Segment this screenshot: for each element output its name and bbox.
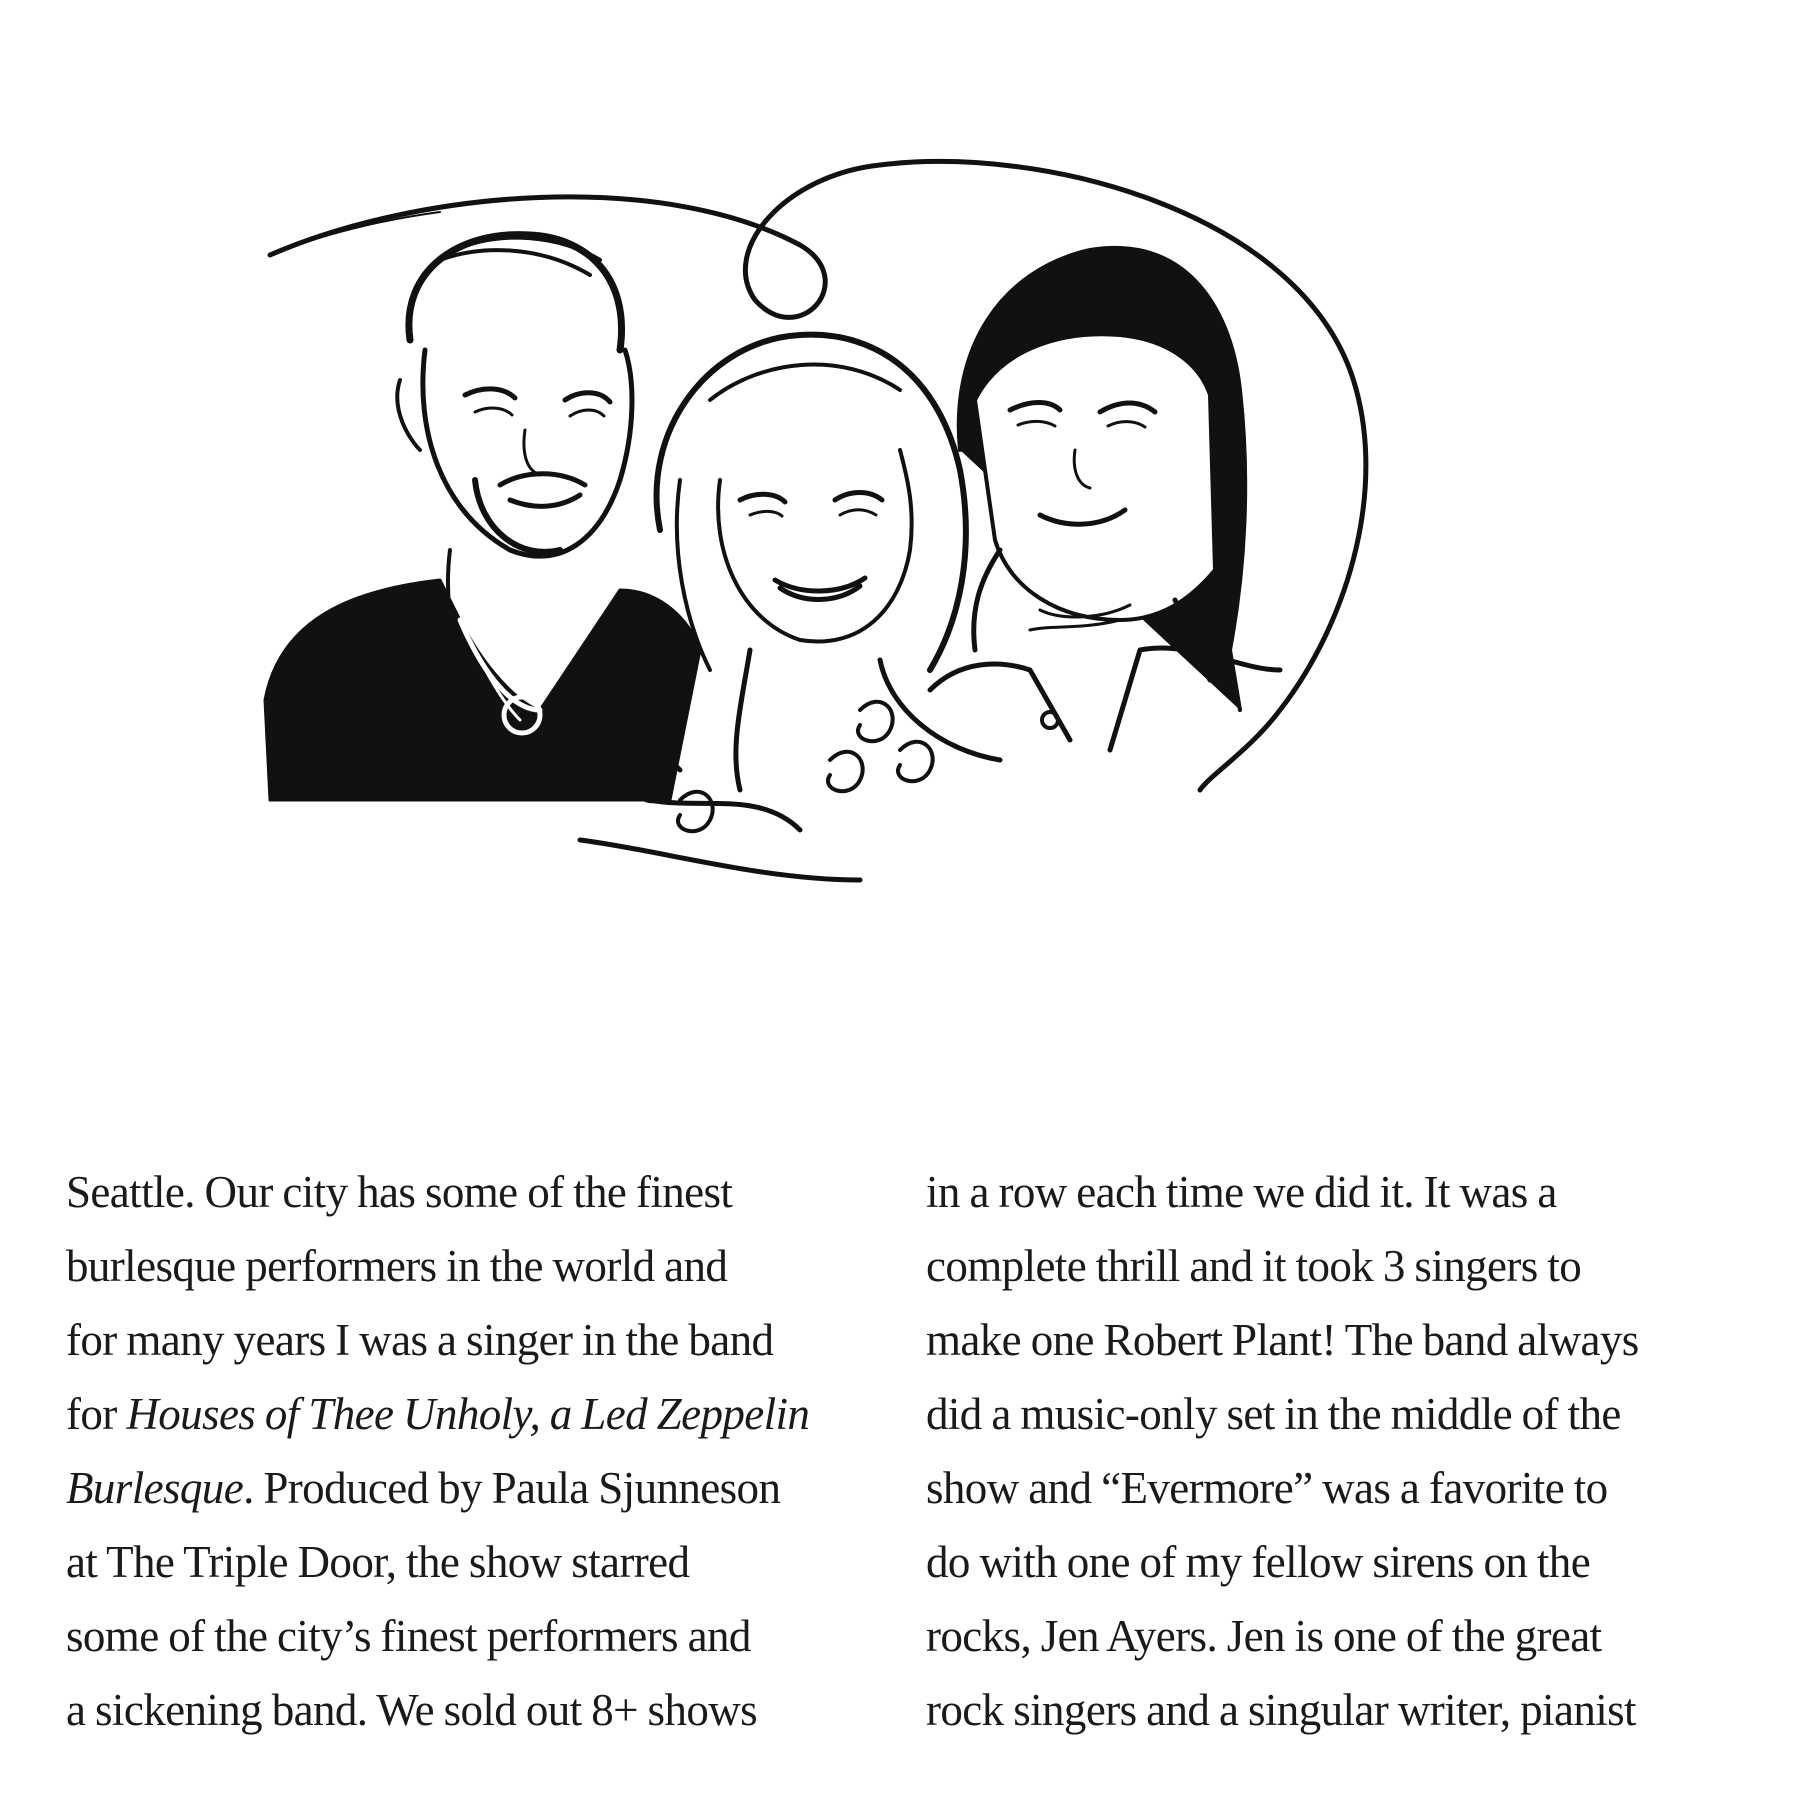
text-line <box>66 1229 896 1303</box>
text-column-left <box>66 1155 896 1747</box>
italic-title-text: Burlesque <box>66 1463 244 1513</box>
text-segment: do with one of my fellow sirens on the <box>926 1537 1591 1587</box>
text-segment: some of the city’s finest performers and <box>66 1611 751 1661</box>
text-segment: at The Triple Door, the show starred <box>66 1537 690 1587</box>
text-segment: burlesque performers in the world and <box>66 1241 728 1291</box>
text-line <box>926 1599 1756 1673</box>
text-segment: complete thrill and it took 3 singers to <box>926 1241 1582 1291</box>
text-line <box>926 1451 1756 1525</box>
text-segment: Seattle. Our city has some of the finest <box>66 1167 733 1217</box>
text-line <box>66 1673 896 1747</box>
text-line <box>66 1377 896 1451</box>
text-line <box>926 1377 1756 1451</box>
text-line <box>66 1451 896 1525</box>
text-segment: did a music-only set in the middle of the <box>926 1389 1621 1439</box>
text-segment: show and “Evermore” was a favorite to <box>926 1463 1608 1513</box>
text-segment: make one Robert Plant! The band always <box>926 1315 1639 1365</box>
text-segment: . Produced by Paula Sjunneson <box>243 1463 781 1513</box>
text-line <box>66 1525 896 1599</box>
text-line <box>926 1229 1756 1303</box>
man-figure <box>265 235 700 800</box>
portrait-illustration <box>240 150 1530 1030</box>
text-segment: in a row each time we did it. It was a <box>926 1167 1557 1217</box>
text-segment: a sickening band. We sold out 8+ shows <box>66 1685 758 1735</box>
body-text <box>66 1155 1746 1755</box>
text-line <box>926 1303 1756 1377</box>
text-segment: for many years I was a singer in the band <box>66 1315 774 1365</box>
text-line <box>66 1599 896 1673</box>
text-segment: rock singers and a singular writer, pianist <box>926 1685 1636 1735</box>
text-line <box>926 1673 1756 1747</box>
text-segment: rocks, Jen Ayers. Jen is one of the great <box>926 1611 1602 1661</box>
text-line <box>66 1303 896 1377</box>
text-line <box>926 1525 1756 1599</box>
text-column-right <box>926 1155 1756 1747</box>
text-line <box>66 1155 896 1229</box>
italic-title-text: Houses of Thee Unholy, a Led Zeppelin <box>126 1389 810 1439</box>
dark-haired-woman-figure <box>930 248 1280 750</box>
text-segment: for <box>66 1389 127 1439</box>
text-line <box>926 1155 1756 1229</box>
